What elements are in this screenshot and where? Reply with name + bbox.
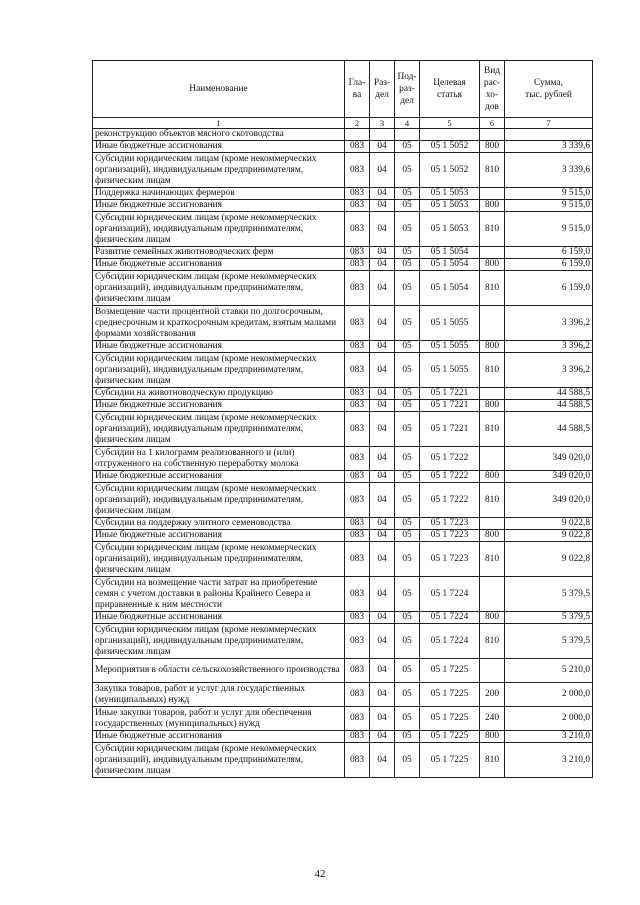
row-target: 05 1 7225 <box>420 683 480 707</box>
row-vid: 800 <box>480 731 505 743</box>
row-razdel: 04 <box>370 731 395 743</box>
table-body <box>93 129 593 778</box>
row-razdel: 04 <box>370 247 395 259</box>
row-glava: 083 <box>345 659 370 683</box>
row-name: Мероприятия в области сельскохозяйственного производства <box>93 659 345 683</box>
row-target: 05 1 5053 <box>420 188 480 200</box>
row-glava: 083 <box>345 483 370 518</box>
row-podrazdel: 05 <box>395 247 420 259</box>
table-row <box>93 306 593 341</box>
header-sum: Сумма, тыс. рублей <box>505 61 593 118</box>
page-number: 42 <box>314 868 326 880</box>
row-glava: 083 <box>345 341 370 353</box>
row-vid <box>480 447 505 471</box>
row-target: 05 1 7223 <box>420 518 480 530</box>
row-sum: 3 210,0 <box>505 743 593 778</box>
column-number: 6 <box>480 118 505 129</box>
row-vid <box>480 247 505 259</box>
row-sum: 9 515,0 <box>505 200 593 212</box>
table-row <box>93 153 593 188</box>
row-name: Субсидии на возмещение части затрат на приобретение семян с учетом доставки в районы Крайнего Севера и приравненные к ним местности <box>93 577 345 612</box>
row-sum: 349 020,0 <box>505 471 593 483</box>
row-podrazdel: 05 <box>395 707 420 731</box>
table-row <box>93 683 593 707</box>
row-name: Иные бюджетные ассигнования <box>93 259 345 271</box>
row-razdel: 04 <box>370 412 395 447</box>
row-name: Субсидии юридическим лицам (кроме некоммерческих организаций), индивидуальным предпринимателям, физическим лицам <box>93 483 345 518</box>
table-row <box>93 542 593 577</box>
row-vid: 200 <box>480 683 505 707</box>
row-razdel: 04 <box>370 612 395 624</box>
row-name: Иные бюджетные ассигнования <box>93 530 345 542</box>
row-razdel: 04 <box>370 353 395 388</box>
row-glava: 083 <box>345 743 370 778</box>
table-row <box>93 341 593 353</box>
row-sum: 5 379,5 <box>505 624 593 659</box>
row-name: Иные бюджетные ассигнования <box>93 341 345 353</box>
row-name: Субсидии юридическим лицам (кроме некоммерческих организаций), индивидуальным предпринимателям, физическим лицам <box>93 153 345 188</box>
row-glava: 083 <box>345 471 370 483</box>
row-vid <box>480 306 505 341</box>
row-razdel: 04 <box>370 341 395 353</box>
row-vid <box>480 388 505 400</box>
table-row <box>93 400 593 412</box>
row-glava: 083 <box>345 542 370 577</box>
row-sum: 9 022,8 <box>505 530 593 542</box>
table-row <box>93 471 593 483</box>
row-podrazdel: 05 <box>395 542 420 577</box>
row-razdel: 04 <box>370 153 395 188</box>
row-target: 05 1 7224 <box>420 612 480 624</box>
row-name: Субсидии на поддержку элитного семеноводства <box>93 518 345 530</box>
row-sum: 3 396,2 <box>505 341 593 353</box>
header-vid: Вид рас- хо- дов <box>480 61 505 118</box>
row-target: 05 1 7225 <box>420 659 480 683</box>
row-glava: 083 <box>345 412 370 447</box>
row-podrazdel: 05 <box>395 683 420 707</box>
table-row <box>93 271 593 306</box>
row-target: 05 1 7223 <box>420 542 480 577</box>
table-row <box>93 659 593 683</box>
row-vid: 810 <box>480 412 505 447</box>
row-sum: 2 000,0 <box>505 707 593 731</box>
row-name: Возмещение части процентной ставки по долгосрочным, среднесрочным и краткосрочным кредитам, взятым малыми формами хозяйствования <box>93 306 345 341</box>
row-razdel: 04 <box>370 188 395 200</box>
row-target: 05 1 5054 <box>420 271 480 306</box>
row-glava: 083 <box>345 212 370 247</box>
row-podrazdel: 05 <box>395 200 420 212</box>
row-razdel: 04 <box>370 542 395 577</box>
column-numbers-row <box>93 118 593 129</box>
column-number: 3 <box>370 118 395 129</box>
row-razdel: 04 <box>370 659 395 683</box>
row-vid: 800 <box>480 341 505 353</box>
row-vid: 800 <box>480 471 505 483</box>
row-target: 05 1 5055 <box>420 353 480 388</box>
row-name: Субсидии юридическим лицам (кроме некоммерческих организаций), индивидуальным предпринимателям, физическим лицам <box>93 212 345 247</box>
row-sum: 349 020,0 <box>505 447 593 471</box>
table-row <box>93 530 593 542</box>
row-sum: 44 588,5 <box>505 400 593 412</box>
row-sum: 9 515,0 <box>505 212 593 247</box>
row-podrazdel: 05 <box>395 731 420 743</box>
row-vid: 800 <box>480 612 505 624</box>
row-glava: 083 <box>345 707 370 731</box>
header-target: Целевая статья <box>420 61 480 118</box>
row-sum: 3 210,0 <box>505 731 593 743</box>
row-glava: 083 <box>345 259 370 271</box>
row-podrazdel: 05 <box>395 353 420 388</box>
row-target: 05 1 5053 <box>420 200 480 212</box>
row-glava: 083 <box>345 200 370 212</box>
row-razdel: 04 <box>370 683 395 707</box>
row-target: 05 1 5052 <box>420 153 480 188</box>
row-podrazdel: 05 <box>395 400 420 412</box>
row-name: Иные бюджетные ассигнования <box>93 400 345 412</box>
budget-table <box>92 60 593 778</box>
row-razdel: 04 <box>370 400 395 412</box>
row-name: Иные бюджетные ассигнования <box>93 141 345 153</box>
row-name: Субсидии на животноводческую продукцию <box>93 388 345 400</box>
table-row <box>93 188 593 200</box>
row-vid: 810 <box>480 483 505 518</box>
row-sum: 44 588,5 <box>505 412 593 447</box>
row-sum: 5 379,5 <box>505 577 593 612</box>
row-target: 05 1 7221 <box>420 400 480 412</box>
row-razdel: 04 <box>370 388 395 400</box>
table-header <box>93 61 593 129</box>
table-row <box>93 353 593 388</box>
row-target: 05 1 5054 <box>420 247 480 259</box>
row-name: Иные бюджетные ассигнования <box>93 200 345 212</box>
row-sum: 3 339,6 <box>505 141 593 153</box>
row-sum: 349 020,0 <box>505 483 593 518</box>
row-glava: 083 <box>345 271 370 306</box>
table-row <box>93 388 593 400</box>
row-glava: 083 <box>345 518 370 530</box>
row-glava: 083 <box>345 388 370 400</box>
row-razdel: 04 <box>370 259 395 271</box>
row-sum: 44 588,5 <box>505 388 593 400</box>
column-number: 1 <box>93 118 345 129</box>
row-glava: 083 <box>345 624 370 659</box>
row-glava: 083 <box>345 731 370 743</box>
header-razdel: Раз- дел <box>370 61 395 118</box>
row-razdel: 04 <box>370 483 395 518</box>
row-podrazdel: 05 <box>395 659 420 683</box>
row-vid: 810 <box>480 153 505 188</box>
row-target: 05 1 5055 <box>420 341 480 353</box>
row-glava <box>345 129 370 141</box>
row-podrazdel: 05 <box>395 577 420 612</box>
row-name: Поддержка начинающих фермеров <box>93 188 345 200</box>
row-sum: 2 000,0 <box>505 683 593 707</box>
row-target: 05 1 7225 <box>420 707 480 731</box>
row-podrazdel <box>395 129 420 141</box>
table-row <box>93 743 593 778</box>
row-podrazdel: 05 <box>395 271 420 306</box>
row-name: Иные закупки товаров, работ и услуг для обеспечения государственных (муниципальных) нужд <box>93 707 345 731</box>
row-sum: 3 396,2 <box>505 353 593 388</box>
row-podrazdel: 05 <box>395 518 420 530</box>
row-glava: 083 <box>345 683 370 707</box>
table-row <box>93 518 593 530</box>
row-name: Субсидии на 1 килограмм реализованного и (или) отгруженного на собственную переработку молока <box>93 447 345 471</box>
row-target: 05 1 7221 <box>420 412 480 447</box>
row-podrazdel: 05 <box>395 212 420 247</box>
row-vid: 810 <box>480 353 505 388</box>
table-row <box>93 577 593 612</box>
row-razdel: 04 <box>370 518 395 530</box>
row-podrazdel: 05 <box>395 153 420 188</box>
row-name: реконструкцию объектов мясного скотоводства <box>93 129 345 141</box>
row-razdel: 04 <box>370 471 395 483</box>
row-podrazdel: 05 <box>395 471 420 483</box>
row-podrazdel: 05 <box>395 743 420 778</box>
row-sum: 6 159,0 <box>505 259 593 271</box>
row-sum: 9 022,8 <box>505 542 593 577</box>
table-row <box>93 129 593 141</box>
column-number: 5 <box>420 118 480 129</box>
row-podrazdel: 05 <box>395 188 420 200</box>
row-glava: 083 <box>345 577 370 612</box>
row-vid: 800 <box>480 141 505 153</box>
row-podrazdel: 05 <box>395 447 420 471</box>
row-vid <box>480 129 505 141</box>
row-razdel: 04 <box>370 530 395 542</box>
table-row <box>93 141 593 153</box>
row-target: 05 1 5055 <box>420 306 480 341</box>
table-row <box>93 200 593 212</box>
row-glava: 083 <box>345 447 370 471</box>
row-glava: 083 <box>345 530 370 542</box>
row-sum <box>505 129 593 141</box>
row-vid <box>480 188 505 200</box>
table-row <box>93 259 593 271</box>
row-razdel: 04 <box>370 624 395 659</box>
row-target: 05 1 5054 <box>420 259 480 271</box>
row-vid <box>480 518 505 530</box>
row-name: Субсидии юридическим лицам (кроме некоммерческих организаций), индивидуальным предпринимателям, физическим лицам <box>93 542 345 577</box>
row-razdel: 04 <box>370 271 395 306</box>
row-podrazdel: 05 <box>395 530 420 542</box>
table-row <box>93 483 593 518</box>
row-vid: 810 <box>480 212 505 247</box>
row-name: Развитие семейных животноводческих ферм <box>93 247 345 259</box>
row-glava: 083 <box>345 141 370 153</box>
row-sum: 9 022,8 <box>505 518 593 530</box>
row-vid: 810 <box>480 542 505 577</box>
row-podrazdel: 05 <box>395 612 420 624</box>
row-target: 05 1 7224 <box>420 624 480 659</box>
row-razdel: 04 <box>370 141 395 153</box>
row-glava: 083 <box>345 612 370 624</box>
row-target: 05 1 7225 <box>420 731 480 743</box>
row-vid: 800 <box>480 400 505 412</box>
row-glava: 083 <box>345 188 370 200</box>
row-glava: 083 <box>345 153 370 188</box>
row-glava: 083 <box>345 306 370 341</box>
row-target: 05 1 7221 <box>420 388 480 400</box>
row-razdel: 04 <box>370 306 395 341</box>
table-row <box>93 247 593 259</box>
table-row <box>93 731 593 743</box>
row-podrazdel: 05 <box>395 388 420 400</box>
row-name: Закупка товаров, работ и услуг для государственных (муниципальных) нужд <box>93 683 345 707</box>
row-razdel: 04 <box>370 707 395 731</box>
row-podrazdel: 05 <box>395 259 420 271</box>
row-sum: 5 379,5 <box>505 612 593 624</box>
row-podrazdel: 05 <box>395 306 420 341</box>
row-sum: 3 339,6 <box>505 153 593 188</box>
row-name: Субсидии юридическим лицам (кроме некоммерческих организаций), индивидуальным предпринимателям, физическим лицам <box>93 412 345 447</box>
row-vid: 810 <box>480 271 505 306</box>
header-podrazdel: Под- раз- дел <box>395 61 420 118</box>
row-sum: 5 210,0 <box>505 659 593 683</box>
row-sum: 9 515,0 <box>505 188 593 200</box>
table-row <box>93 212 593 247</box>
row-name: Субсидии юридическим лицам (кроме некоммерческих организаций), индивидуальным предпринимателям, физическим лицам <box>93 353 345 388</box>
row-podrazdel: 05 <box>395 483 420 518</box>
table-row <box>93 612 593 624</box>
row-podrazdel: 05 <box>395 141 420 153</box>
row-podrazdel: 05 <box>395 624 420 659</box>
row-name: Субсидии юридическим лицам (кроме некоммерческих организаций), индивидуальным предпринимателям, физическим лицам <box>93 624 345 659</box>
table-row <box>93 624 593 659</box>
row-glava: 083 <box>345 400 370 412</box>
row-name: Субсидии юридическим лицам (кроме некоммерческих организаций), индивидуальным предпринимателям, физическим лицам <box>93 743 345 778</box>
row-target: 05 1 7222 <box>420 447 480 471</box>
row-glava: 083 <box>345 247 370 259</box>
row-vid: 810 <box>480 743 505 778</box>
table-row <box>93 707 593 731</box>
row-target: 05 1 5053 <box>420 212 480 247</box>
row-glava: 083 <box>345 353 370 388</box>
row-podrazdel: 05 <box>395 341 420 353</box>
header-name: Наименование <box>93 61 345 118</box>
column-number: 2 <box>345 118 370 129</box>
row-vid: 810 <box>480 624 505 659</box>
header-glava: Гла- ва <box>345 61 370 118</box>
row-vid <box>480 659 505 683</box>
row-razdel: 04 <box>370 577 395 612</box>
row-razdel: 04 <box>370 447 395 471</box>
row-target: 05 1 7224 <box>420 577 480 612</box>
row-target: 05 1 5052 <box>420 141 480 153</box>
column-number: 4 <box>395 118 420 129</box>
row-sum: 3 396,2 <box>505 306 593 341</box>
row-name: Иные бюджетные ассигнования <box>93 612 345 624</box>
row-razdel: 04 <box>370 212 395 247</box>
row-target: 05 1 7222 <box>420 471 480 483</box>
row-sum: 6 159,0 <box>505 247 593 259</box>
row-target: 05 1 7222 <box>420 483 480 518</box>
row-vid: 240 <box>480 707 505 731</box>
row-sum: 6 159,0 <box>505 271 593 306</box>
row-vid: 800 <box>480 259 505 271</box>
row-name: Иные бюджетные ассигнования <box>93 471 345 483</box>
table-row <box>93 412 593 447</box>
row-vid: 800 <box>480 530 505 542</box>
column-number: 7 <box>505 118 593 129</box>
row-name: Субсидии юридическим лицам (кроме некоммерческих организаций), индивидуальным предпринимателям, физическим лицам <box>93 271 345 306</box>
row-target <box>420 129 480 141</box>
row-podrazdel: 05 <box>395 412 420 447</box>
row-razdel: 04 <box>370 743 395 778</box>
row-razdel: 04 <box>370 200 395 212</box>
row-target: 05 1 7225 <box>420 743 480 778</box>
table-row <box>93 447 593 471</box>
row-name: Иные бюджетные ассигнования <box>93 731 345 743</box>
row-target: 05 1 7223 <box>420 530 480 542</box>
row-vid: 800 <box>480 200 505 212</box>
row-razdel <box>370 129 395 141</box>
row-vid <box>480 577 505 612</box>
